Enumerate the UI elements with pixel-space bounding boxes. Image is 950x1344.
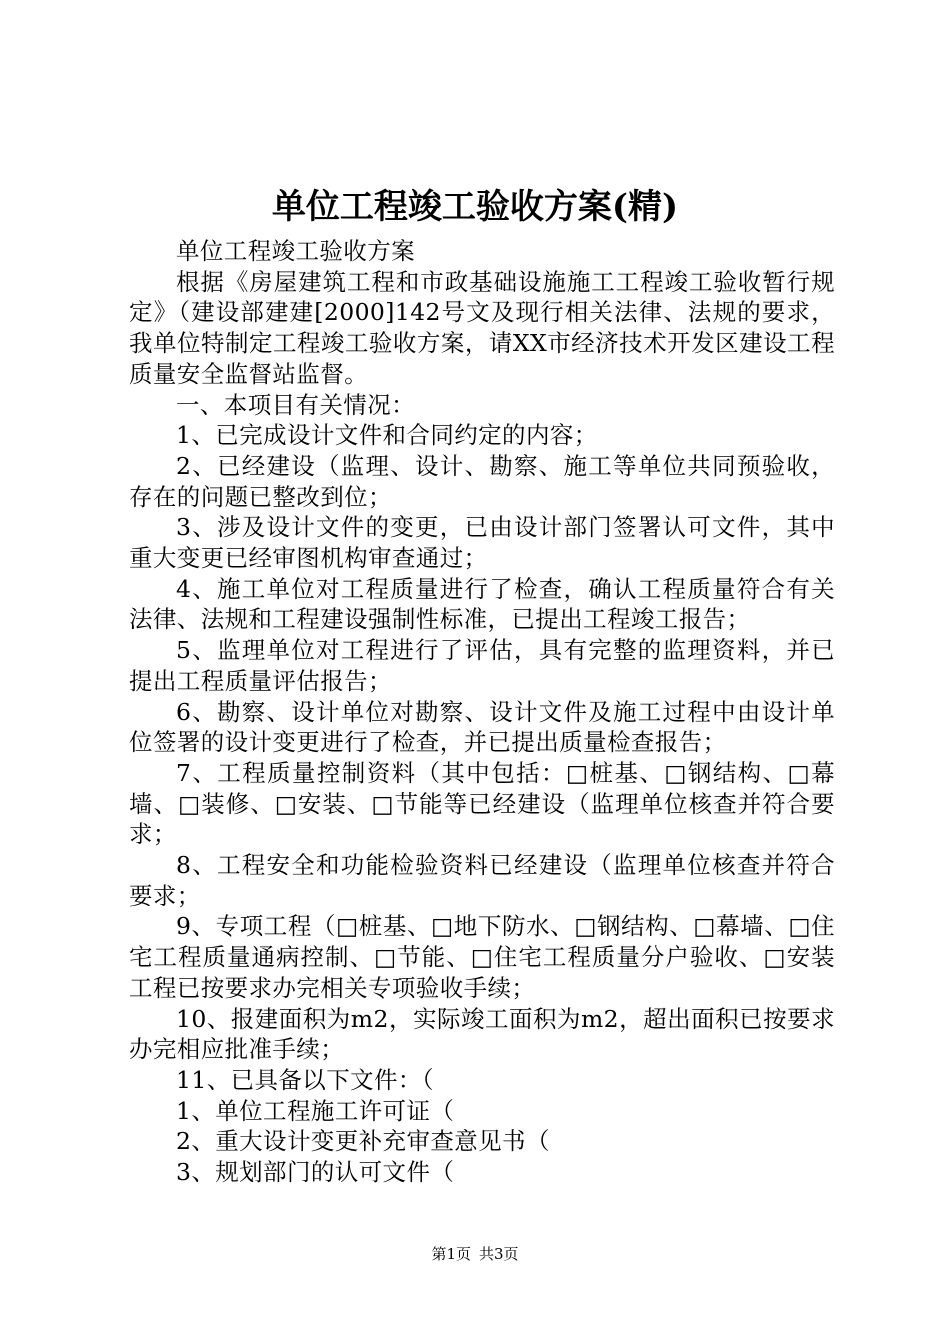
list-item: 6、勘察、设计单位对勘察、设计文件及施工过程中由设计单位签署的设计变更进行了检查，并已提出质量检查报告； (129, 697, 835, 757)
list-item: 7、工程质量控制资料（其中包括：□桩基、□钢结构、□幕墙、□装修、□安装、□节能等已经建设（监理单位核查并符合要求； (129, 758, 835, 849)
page-total: 共3页 (479, 1245, 519, 1263)
page-number: 第1页 (431, 1245, 471, 1263)
list-item: 8、工程安全和功能检验资料已经建设（监理单位核查并符合要求； (129, 851, 835, 910)
section-heading: 一、本项目有关情况： (176, 390, 415, 419)
sub-list-item: 1、单位工程施工许可证（ (176, 1096, 455, 1125)
document-title: 单位工程竣工验收方案(精) (271, 187, 679, 227)
paragraph-intro: 根据《房屋建筑工程和市政基础设施施工工程竣工验收暂行规定》（建设部建建[2000]142号文及现行相关法律、法规的要求，我单位特制定工程竣工验收方案，请XX市经济技术开发区建设工程质量安全监督站监督。 (129, 267, 835, 388)
list-item: 2、已经建设（监理、设计、勘察、施工等单位共同预验收，存在的问题已整改到位； (129, 451, 835, 511)
list-item: 9、专项工程（□桩基、□地下防水、□钢结构、□幕墙、□住宅工程质量通病控制、□节能、□住宅工程质量分户验收、□安装工程已按要求办完相关专项验收手续； (129, 912, 835, 1002)
paragraph-subtitle: 单位工程竣工验收方案 (176, 237, 415, 265)
sub-list-item: 2、重大设计变更补充审查意见书（ (176, 1127, 550, 1156)
sub-list-item: 3、规划部门的认可文件（ (176, 1158, 455, 1187)
list-item: 4、施工单位对工程质量进行了检查，确认工程质量符合有关法律、法规和工程建设强制性标准，已提出工程竣工报告； (129, 574, 835, 634)
list-item: 1、已完成设计文件和合同约定的内容； (176, 421, 598, 450)
list-item: 11、已具备以下文件：（ (176, 1065, 434, 1094)
list-item: 5、监理单位对工程进行了评估，具有完整的监理资料，并已提出工程质量评估报告； (129, 636, 835, 695)
list-item: 10、报建面积为m2，实际竣工面积为m2，超出面积已按要求办完相应批准手续； (129, 1004, 835, 1064)
list-item: 3、涉及设计文件的变更，已由设计部门签署认可文件，其中重大变更已经审图机构审查通过； (129, 513, 835, 573)
page-footer (0, 1244, 950, 1264)
document-body (129, 236, 835, 1188)
